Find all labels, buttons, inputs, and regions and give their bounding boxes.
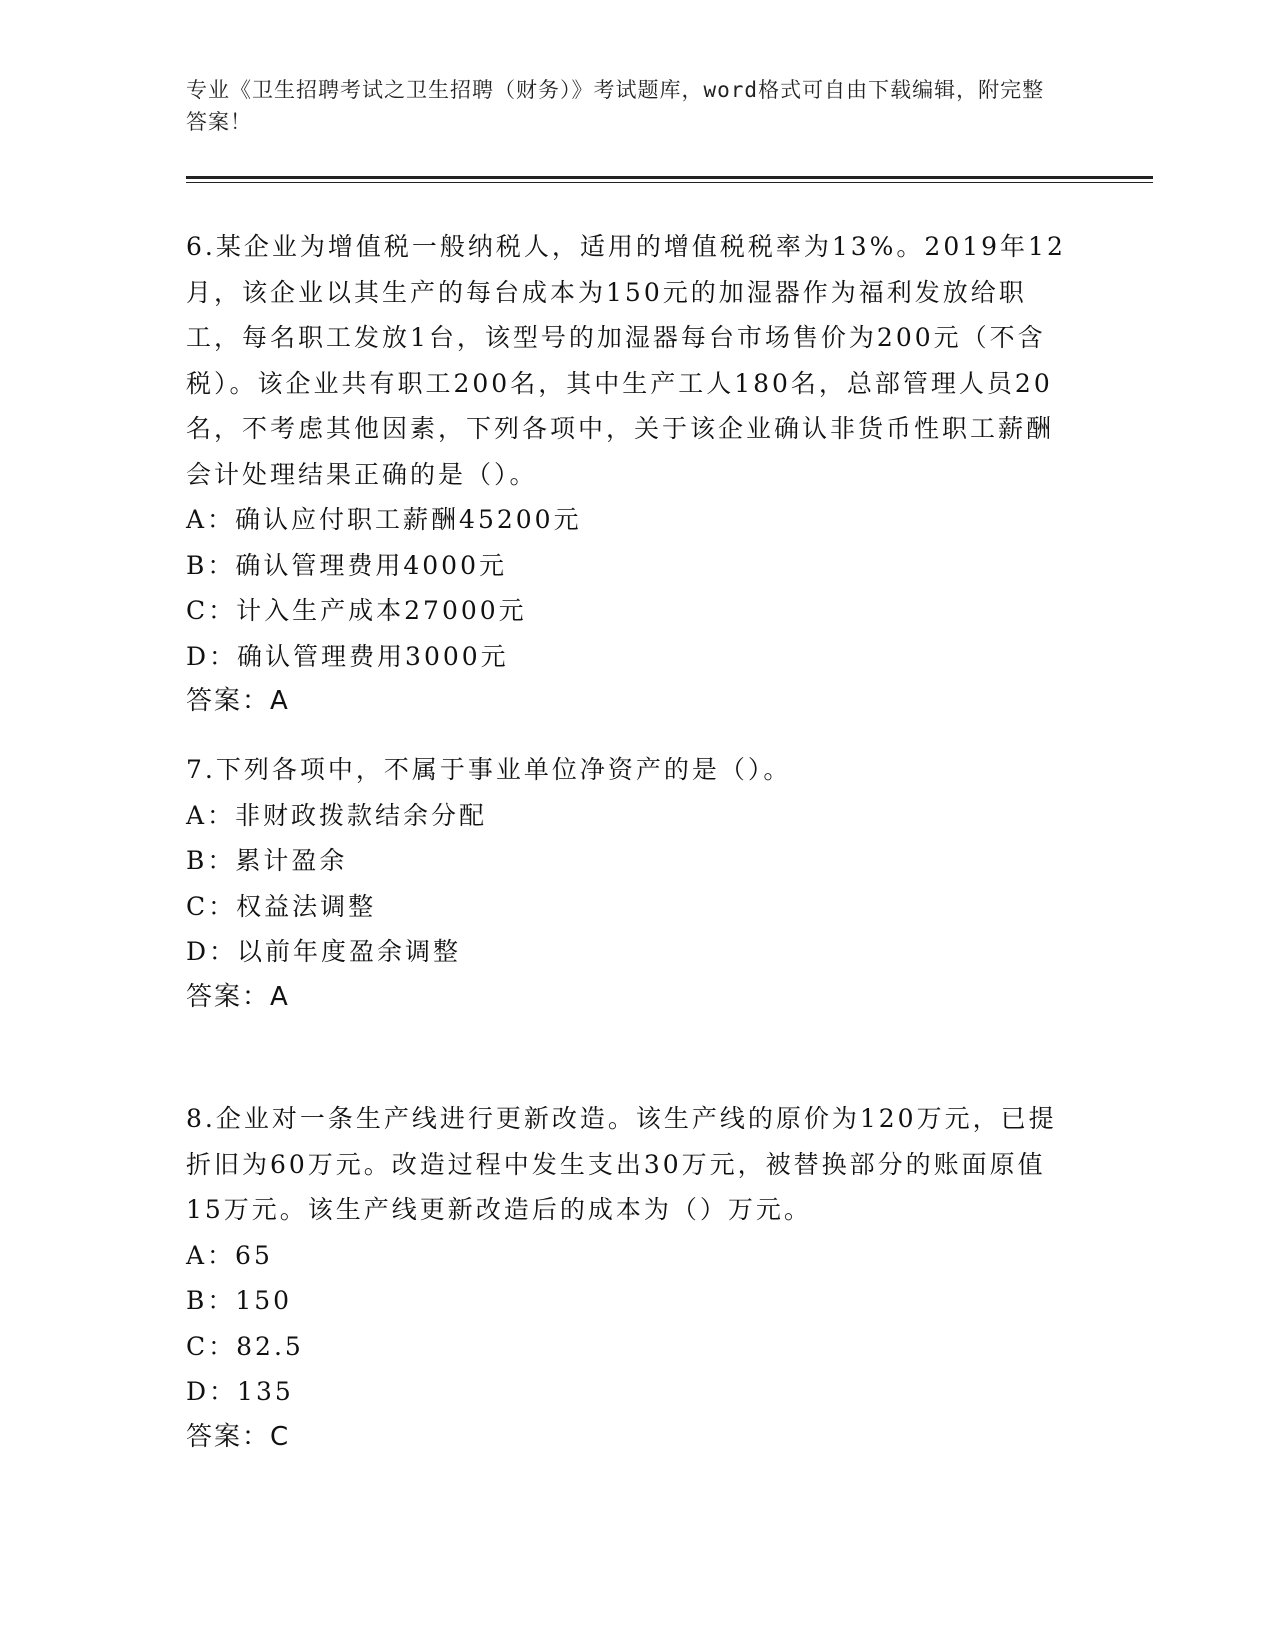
- option-d: D：确认管理费用3000元: [186, 641, 509, 671]
- option-d: D：135: [186, 1377, 294, 1406]
- question-6: [186, 224, 1076, 725]
- option-a: A：非财政拨款结余分配: [186, 800, 488, 830]
- answer-line: 答案：A: [186, 686, 290, 716]
- question-8: [186, 1096, 1076, 1460]
- option-c: C：82.5: [186, 1331, 304, 1361]
- question-stem: 6.某企业为增值税一般纳税人，适用的增值税税率为13%。2019年12月，该企业以其生产的每台成本为150元的加湿器作为福利发放给职工，每名职工发放1台，该型号的加湿器每台市场售价为200元（不含税）。该企业共有职工200名，其中生产工人180名，总部管理人员20名，不考虑其他因素，下列各项中，关于该企业确认非货币性职工薪酬会计处理结果正确的是（）。: [186, 232, 1066, 489]
- document-header: 专业《卫生招聘考试之卫生招聘（财务）》考试题库，word格式可自由下载编辑，附完整答案！: [186, 78, 1045, 134]
- option-a: A：确认应付职工薪酬45200元: [186, 505, 582, 534]
- option-d: D：以前年度盈余调整: [186, 937, 462, 966]
- option-b: B：150: [186, 1286, 293, 1315]
- header-divider-thick: [186, 176, 1153, 179]
- option-b: B：累计盈余: [186, 846, 348, 875]
- header-divider-thin: [186, 182, 1153, 183]
- option-b: B：确认管理费用4000元: [186, 550, 507, 580]
- option-c: C：权益法调整: [186, 891, 377, 921]
- question-7: [186, 747, 1076, 1020]
- option-a: A：65: [186, 1240, 273, 1270]
- question-stem: 8.企业对一条生产线进行更新改造。该生产线的原价为120万元，已提折旧为60万元。改造过程中发生支出30万元，被替换部分的账面原值15万元。该生产线更新改造后的成本为（）万元。: [186, 1104, 1057, 1224]
- question-stem: 7.下列各项中，不属于事业单位净资产的是（）。: [186, 755, 792, 784]
- answer-line: 答案：C: [186, 1421, 291, 1452]
- answer-line: 答案：A: [186, 981, 290, 1012]
- option-c: C：计入生产成本27000元: [186, 596, 527, 625]
